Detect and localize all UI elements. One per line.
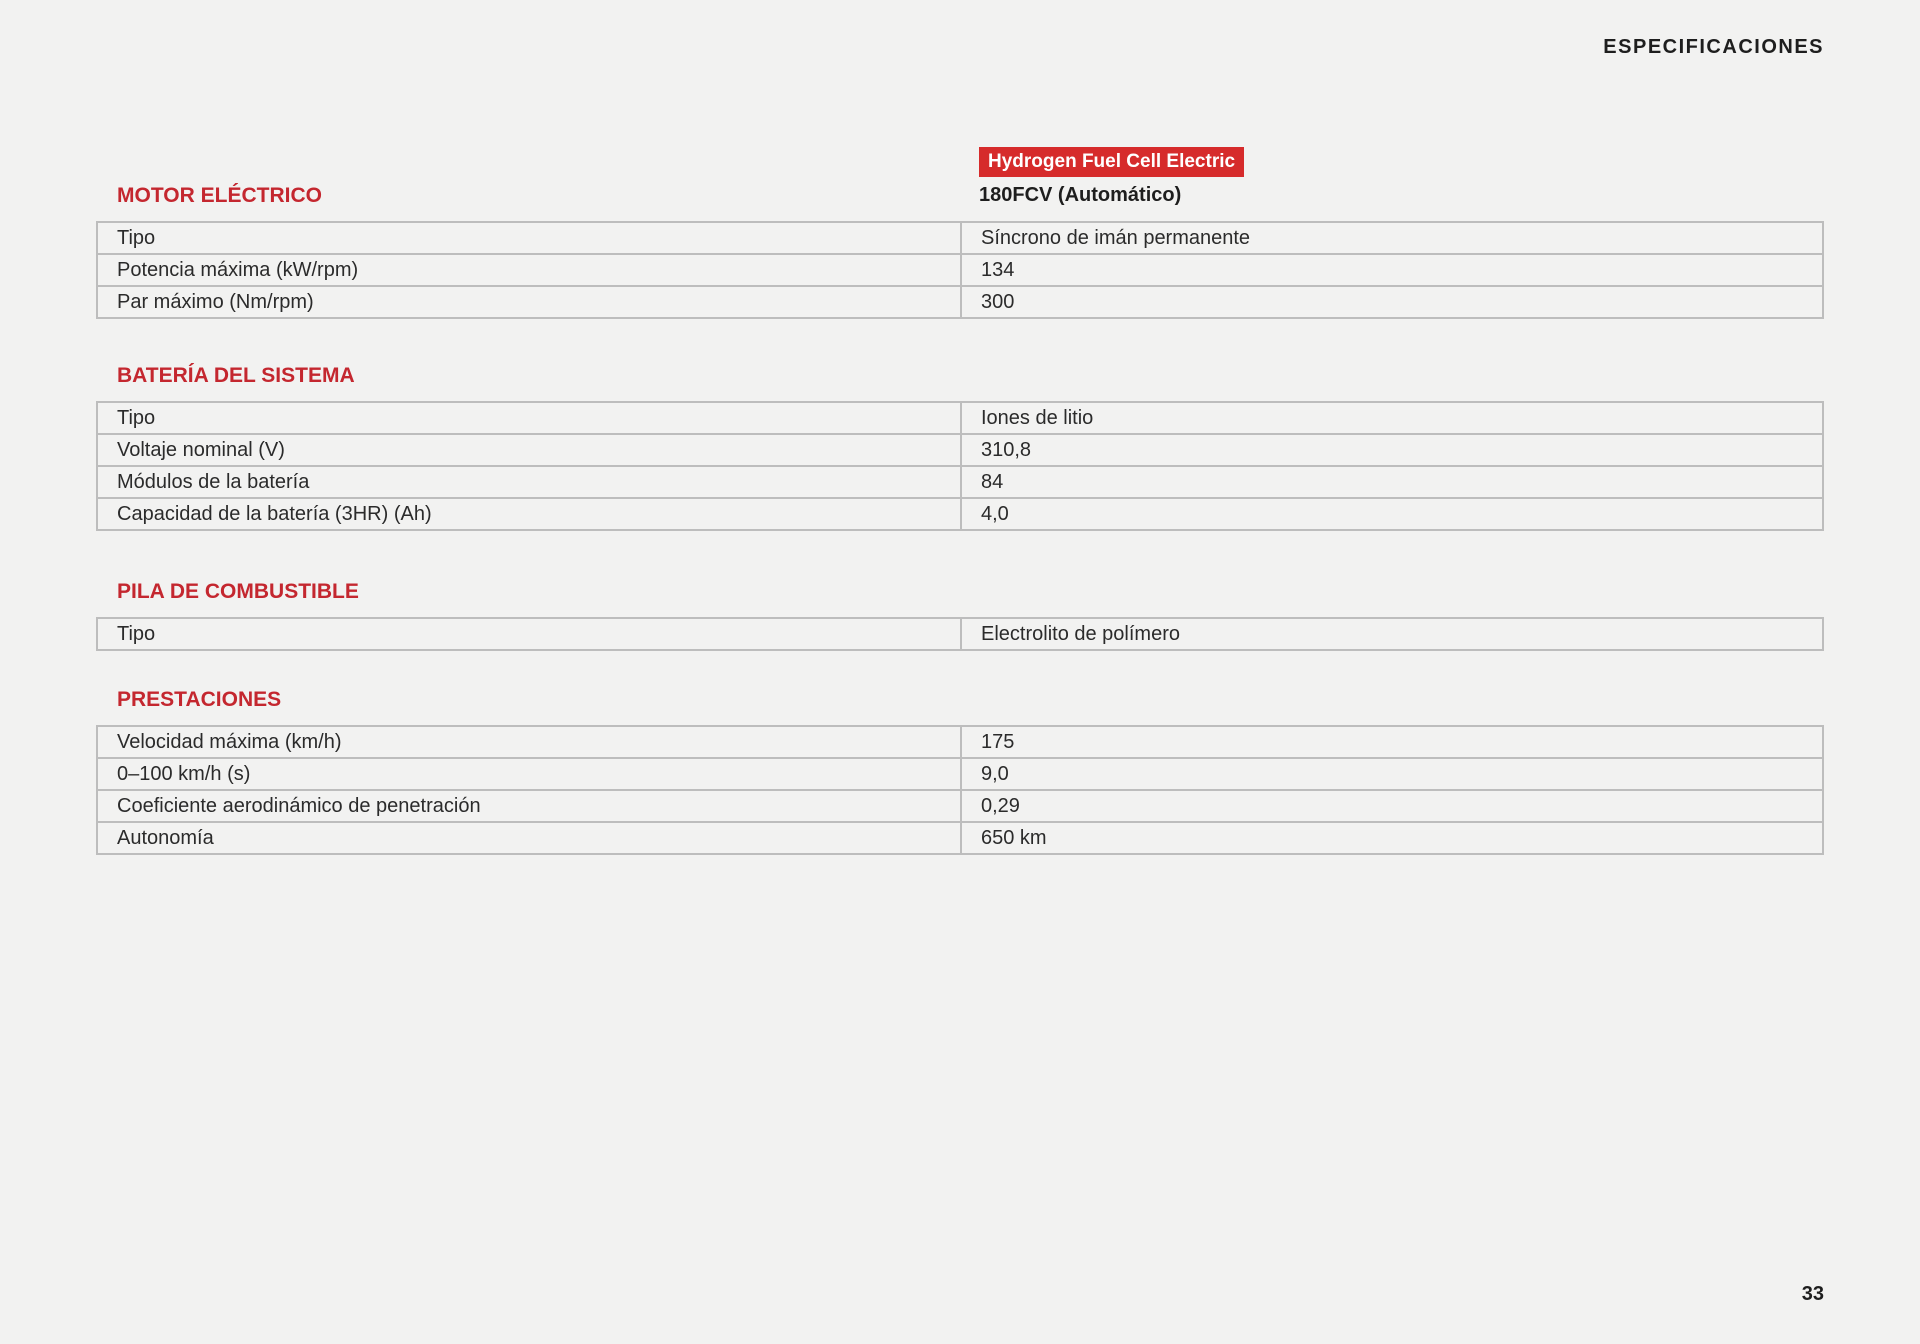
- table-row: [97, 222, 1823, 254]
- row-value: Iones de litio: [961, 402, 1823, 434]
- row-label: Módulos de la batería: [97, 466, 961, 498]
- table-row: [97, 618, 1823, 650]
- model-badge: Hydrogen Fuel Cell Electric: [979, 147, 1244, 177]
- table-row: [97, 498, 1823, 530]
- spec-table-motor: [96, 221, 1824, 319]
- row-label: Voltaje nominal (V): [97, 434, 961, 466]
- spec-table-pila: [96, 617, 1824, 651]
- row-value: 310,8: [961, 434, 1823, 466]
- row-value: 134: [961, 254, 1823, 286]
- table-row: [97, 254, 1823, 286]
- row-value: 0,29: [961, 790, 1823, 822]
- row-label: Coeficiente aerodinámico de penetración: [97, 790, 961, 822]
- row-value: 4,0: [961, 498, 1823, 530]
- row-label: Tipo: [97, 402, 961, 434]
- section-title-motor: MOTOR ELÉCTRICO: [117, 184, 322, 207]
- table-row: [97, 434, 1823, 466]
- row-value: 300: [961, 286, 1823, 318]
- table-row: [97, 790, 1823, 822]
- row-label: Par máximo (Nm/rpm): [97, 286, 961, 318]
- row-label: Velocidad máxima (km/h): [97, 726, 961, 758]
- table-row: [97, 466, 1823, 498]
- row-value: 9,0: [961, 758, 1823, 790]
- row-label: Tipo: [97, 618, 961, 650]
- spec-table-prestaciones: [96, 725, 1824, 855]
- row-value: 650 km: [961, 822, 1823, 854]
- table-row: [97, 758, 1823, 790]
- row-label: Tipo: [97, 222, 961, 254]
- row-label: Autonomía: [97, 822, 961, 854]
- page-number: 33: [1801, 1283, 1824, 1305]
- row-label: Capacidad de la batería (3HR) (Ah): [97, 498, 961, 530]
- row-value: Síncrono de imán permanente: [961, 222, 1823, 254]
- section-title-pila: PILA DE COMBUSTIBLE: [117, 580, 359, 603]
- spec-table-bateria: [96, 401, 1824, 531]
- row-label: Potencia máxima (kW/rpm): [97, 254, 961, 286]
- section-title-bateria: BATERÍA DEL SISTEMA: [117, 364, 355, 387]
- row-value: 84: [961, 466, 1823, 498]
- model-name: 180FCV (Automático): [979, 184, 1182, 206]
- section-title-prestaciones: PRESTACIONES: [117, 688, 282, 711]
- page-header-title: ESPECIFICACIONES: [1603, 36, 1824, 58]
- table-row: [97, 286, 1823, 318]
- table-row: [97, 822, 1823, 854]
- row-label: 0–100 km/h (s): [97, 758, 961, 790]
- table-row: [97, 726, 1823, 758]
- row-value: 175: [961, 726, 1823, 758]
- table-row: [97, 402, 1823, 434]
- row-value: Electrolito de polímero: [961, 618, 1823, 650]
